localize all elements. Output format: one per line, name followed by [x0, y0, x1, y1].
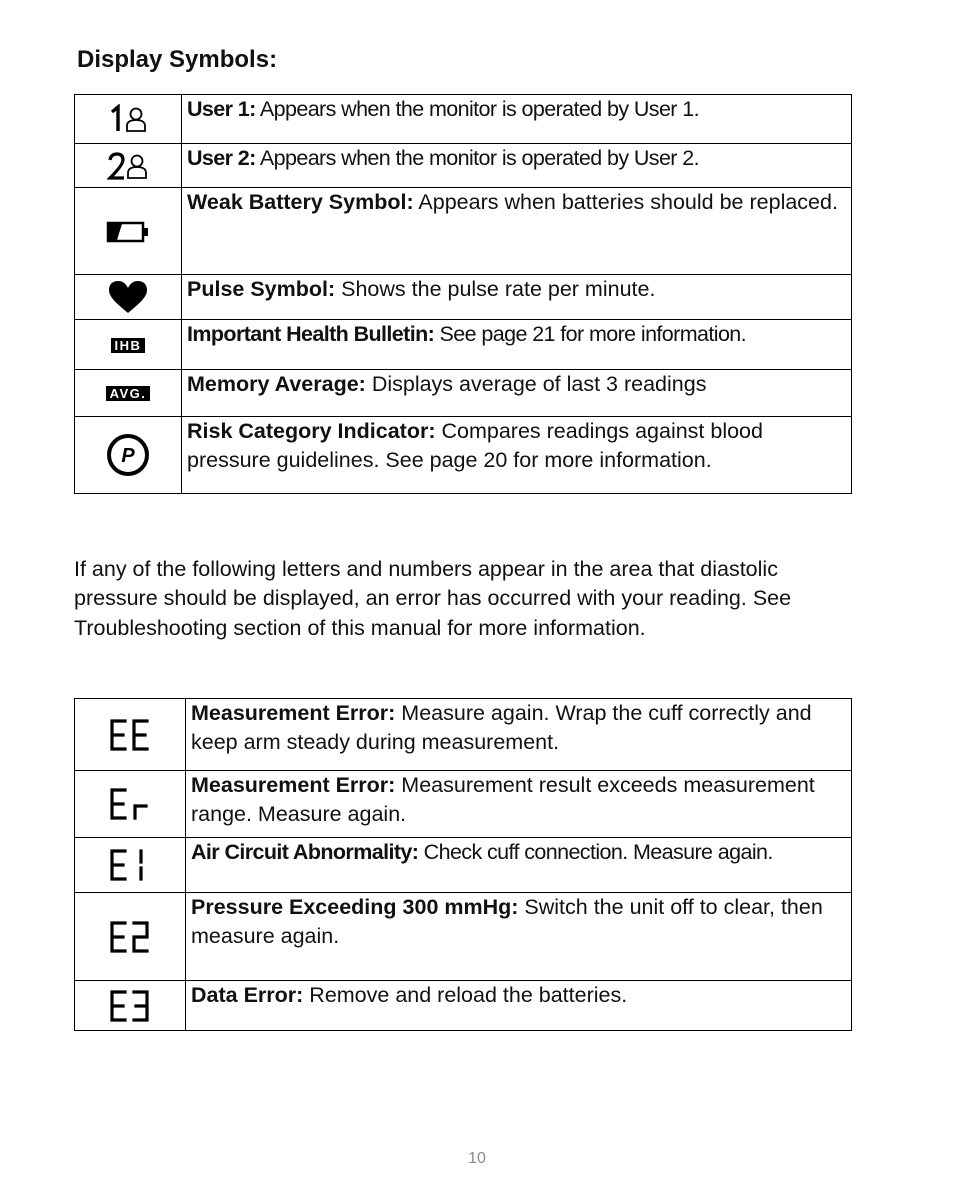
symbol-text: Appears when batteries should be replaced. — [413, 190, 838, 214]
error-intro-paragraph: If any of the following letters and numbers appear in the area that diastolic pressure should be displayed, an error has occurred with your reading. See Troubleshooting section of this manual for more information. — [74, 557, 792, 640]
symbol-label: Risk Category Indicator: — [187, 419, 436, 443]
symbol-label: User 2: — [187, 146, 256, 170]
symbol-description — [182, 275, 852, 320]
symbol-cell — [75, 370, 182, 417]
symbol-cell — [75, 95, 182, 144]
svg-text:P: P — [121, 445, 135, 467]
error-label: Data Error: — [191, 983, 304, 1007]
table-row — [75, 370, 852, 417]
error-label: Pressure Exceeding 300 mmHg: — [191, 895, 519, 919]
error-text: Remove and reload the batteries. — [303, 983, 628, 1007]
avg-icon: AVG. — [106, 386, 151, 401]
table-row — [75, 95, 852, 144]
error-text: Measure again. Wrap the cuff correctly and keep arm steady during measurement. — [191, 701, 812, 754]
table-row — [75, 893, 852, 981]
symbol-label: Memory Average: — [187, 372, 366, 396]
symbol-description — [182, 144, 852, 188]
symbol-text: Compares readings against blood pressure guidelines. See page 20 for more information. — [187, 419, 763, 472]
error-text: Check cuff connection. Measure again. — [418, 840, 773, 864]
symbol-cell — [75, 320, 182, 370]
e3-code-icon — [109, 989, 151, 1023]
table-row — [75, 838, 852, 893]
table-row — [75, 320, 852, 370]
symbol-text: Appears when the monitor is operated by User 2. — [255, 146, 699, 170]
symbol-label: User 1: — [187, 97, 256, 121]
symbol-text: Displays average of last 3 readings — [365, 372, 707, 396]
user-2-icon — [107, 151, 149, 181]
display-symbols-table — [74, 94, 852, 494]
symbol-cell — [75, 275, 182, 320]
symbol-label: Pulse Symbol: — [187, 277, 336, 301]
symbol-label: Weak Battery Symbol: — [187, 190, 414, 214]
error-description — [186, 699, 852, 771]
risk-category-icon — [105, 432, 151, 478]
weak-battery-icon — [106, 220, 150, 244]
error-label: Measurement Error: — [191, 701, 396, 725]
error-text: Measurement result exceeds measurement range. Measure again. — [191, 773, 815, 826]
symbol-description — [182, 188, 852, 275]
table-row — [75, 699, 852, 771]
symbol-cell — [75, 417, 182, 494]
error-code-cell — [75, 981, 186, 1031]
error-code-cell — [75, 699, 186, 771]
symbol-label: Important Health Bulletin: — [187, 322, 435, 346]
symbol-text: See page 21 for more information. — [434, 322, 747, 346]
table-row — [75, 771, 852, 838]
error-code-cell — [75, 838, 186, 893]
symbol-text: Appears when the monitor is operated by User 1. — [255, 97, 699, 121]
error-description — [186, 771, 852, 838]
error-label: Measurement Error: — [191, 773, 396, 797]
symbol-cell — [75, 188, 182, 275]
ee-code-icon — [109, 718, 151, 752]
error-codes-table — [74, 698, 852, 1031]
error-description — [186, 981, 852, 1031]
error-text: Switch the unit off to clear, then measure again. — [191, 895, 823, 948]
er-code-icon — [109, 787, 151, 821]
e1-code-icon — [109, 848, 151, 882]
ihb-icon: IHB — [111, 338, 146, 353]
error-description — [186, 838, 852, 893]
symbol-description — [182, 370, 852, 417]
error-label: Air Circuit Abnormality: — [191, 840, 419, 864]
user-1-icon — [107, 104, 149, 134]
symbol-text: Shows the pulse rate per minute. — [335, 277, 656, 301]
table-row — [75, 275, 852, 320]
symbol-cell — [75, 144, 182, 188]
symbol-description — [182, 320, 852, 370]
symbol-description — [182, 95, 852, 144]
heart-icon — [108, 280, 148, 314]
table-row — [75, 981, 852, 1031]
symbol-description — [182, 417, 852, 494]
error-code-cell — [75, 893, 186, 981]
e2-code-icon — [109, 920, 151, 954]
error-description — [186, 893, 852, 981]
table-row — [75, 417, 852, 494]
table-row — [75, 144, 852, 188]
table-row — [75, 188, 852, 275]
error-code-cell — [75, 771, 186, 838]
page-number: 10 — [468, 1150, 486, 1167]
page-title: Display Symbols: — [77, 46, 278, 73]
